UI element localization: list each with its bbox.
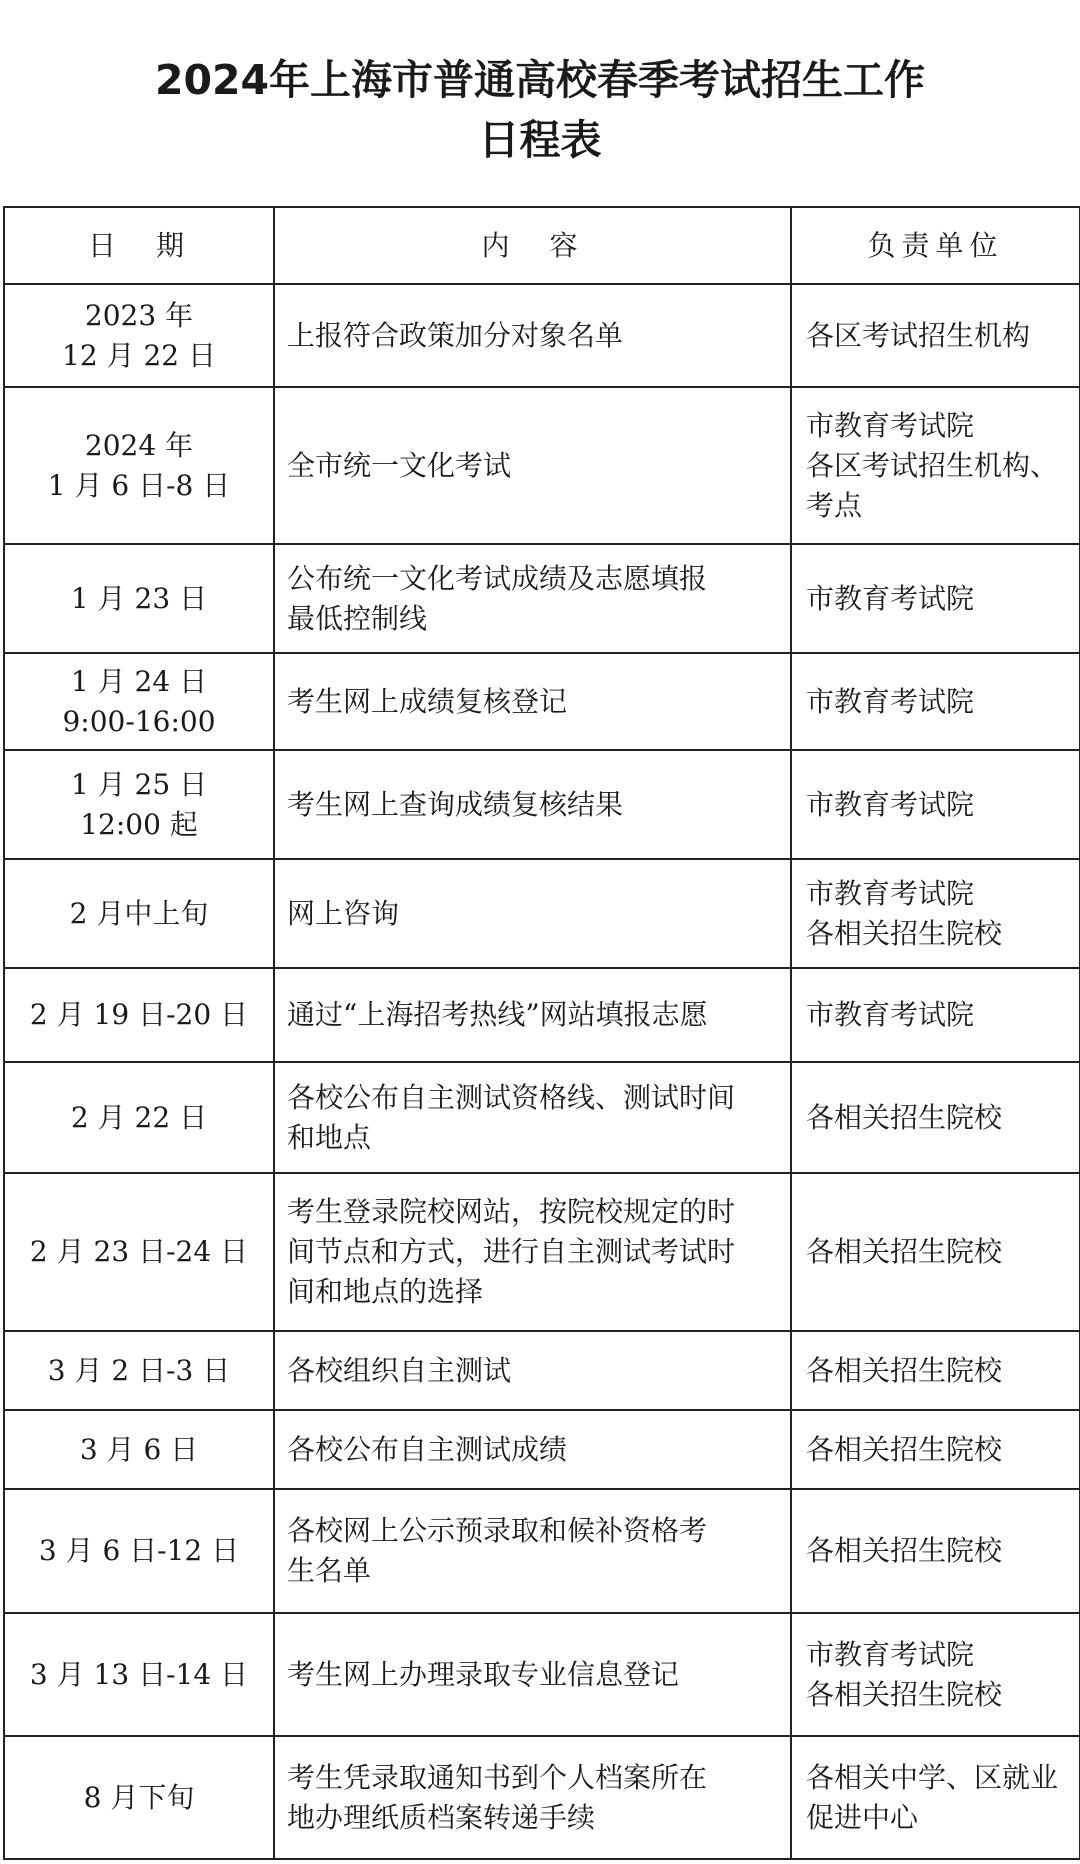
title-line-2: 日程表 [478,116,602,164]
title-line-1: 2024年上海市普通高校春季考试招生工作 [154,56,926,104]
page-title [0,50,1080,170]
cell-unit: 各区考试招生机构 [791,284,1080,387]
cell-unit: 各相关招生院校 [791,1173,1080,1331]
header-content: 内 容 [274,207,791,284]
cell-content: 全市统一文化考试 [274,387,791,544]
table-row [4,968,1080,1062]
cell-unit: 市教育考试院 [791,968,1080,1062]
cell-unit: 市教育考试院 各相关招生院校 [791,1613,1080,1736]
cell-content: 上报符合政策加分对象名单 [274,284,791,387]
cell-date: 3 月 13 日-14 日 [4,1613,274,1736]
cell-date: 1 月 25 日 12:00 起 [4,750,274,859]
cell-unit: 市教育考试院 各相关招生院校 [791,859,1080,968]
table-row [4,1489,1080,1613]
table-row [4,750,1080,859]
cell-content: 考生网上办理录取专业信息登记 [274,1613,791,1736]
cell-content: 各校组织自主测试 [274,1331,791,1410]
cell-unit: 市教育考试院 [791,653,1080,750]
table-row [4,1331,1080,1410]
table-row [4,859,1080,968]
schedule-table [3,206,1080,1860]
table-row [4,1410,1080,1489]
header-unit: 负责单位 [791,207,1080,284]
cell-unit: 市教育考试院 [791,544,1080,653]
cell-unit: 各相关招生院校 [791,1062,1080,1173]
cell-content: 考生凭录取通知书到个人档案所在 地办理纸质档案转递手续 [274,1736,791,1859]
cell-unit: 各相关招生院校 [791,1331,1080,1410]
cell-date: 1 月 24 日 9:00-16:00 [4,653,274,750]
cell-date: 1 月 23 日 [4,544,274,653]
cell-date: 2 月 19 日-20 日 [4,968,274,1062]
cell-content: 网上咨询 [274,859,791,968]
cell-date: 2023 年 12 月 22 日 [4,284,274,387]
cell-content: 公布统一文化考试成绩及志愿填报 最低控制线 [274,544,791,653]
table-row [4,1173,1080,1331]
table-row [4,284,1080,387]
table-row [4,1062,1080,1173]
cell-content: 通过“上海招考热线”网站填报志愿 [274,968,791,1062]
header-row [4,207,1080,284]
cell-unit: 各相关招生院校 [791,1410,1080,1489]
table-row [4,1736,1080,1859]
cell-content: 考生网上成绩复核登记 [274,653,791,750]
cell-content: 各校公布自主测试成绩 [274,1410,791,1489]
table-row [4,1613,1080,1736]
cell-date: 2024 年 1 月 6 日-8 日 [4,387,274,544]
cell-unit: 市教育考试院 各区考试招生机构、 考点 [791,387,1080,544]
cell-date: 3 月 6 日 [4,1410,274,1489]
cell-content: 考生网上查询成绩复核结果 [274,750,791,859]
cell-date: 2 月 23 日-24 日 [4,1173,274,1331]
cell-content: 考生登录院校网站，按院校规定的时 间节点和方式，进行自主测试考试时 间和地点的选择 [274,1173,791,1331]
cell-date: 2 月中上旬 [4,859,274,968]
cell-content: 各校网上公示预录取和候补资格考 生名单 [274,1489,791,1613]
table-row [4,387,1080,544]
cell-date: 3 月 2 日-3 日 [4,1331,274,1410]
cell-date: 3 月 6 日-12 日 [4,1489,274,1613]
header-date: 日 期 [4,207,274,284]
cell-date: 2 月 22 日 [4,1062,274,1173]
cell-unit: 市教育考试院 [791,750,1080,859]
cell-content: 各校公布自主测试资格线、测试时间 和地点 [274,1062,791,1173]
cell-unit: 各相关中学、区就业 促进中心 [791,1736,1080,1859]
table-row [4,544,1080,653]
table-row [4,653,1080,750]
cell-unit: 各相关招生院校 [791,1489,1080,1613]
cell-date: 8 月下旬 [4,1736,274,1859]
